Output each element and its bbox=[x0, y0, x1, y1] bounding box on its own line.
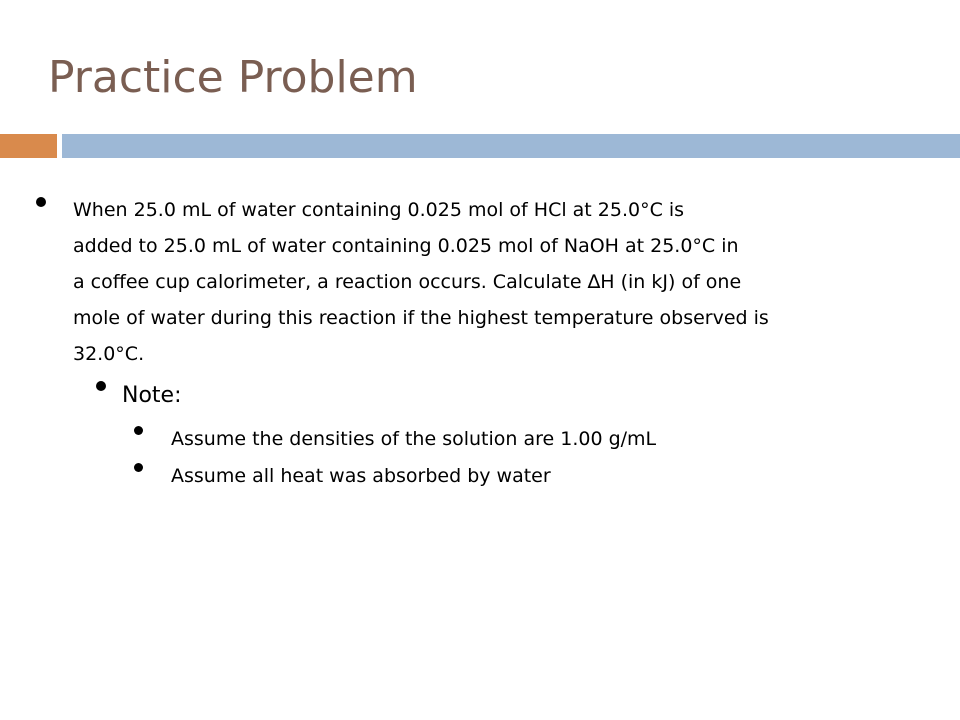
problem-line: added to 25.0 mL of water containing 0.025 mol of NaOH at 25.0°C in bbox=[73, 235, 739, 257]
problem-line: When 25.0 mL of water containing 0.025 mol of HCl at 25.0°C is bbox=[73, 199, 685, 221]
bullet-level3-icon bbox=[134, 463, 143, 472]
problem-line: a coffee cup calorimeter, a reaction occurs. Calculate ∆H (in kJ) of one bbox=[73, 271, 742, 293]
bullet-level2-icon bbox=[96, 381, 106, 391]
slide-title: Practice Problem bbox=[48, 52, 418, 103]
bullet-level3-icon bbox=[134, 426, 143, 435]
problem-line: 32.0°C. bbox=[73, 343, 145, 365]
note-label: Note: bbox=[122, 383, 182, 408]
note-item-heat: Assume all heat was absorbed by water bbox=[171, 465, 551, 487]
note-item-density: Assume the densities of the solution are 1.00 g/mL bbox=[171, 428, 657, 450]
problem-paragraph bbox=[73, 192, 933, 372]
bullet-level1-icon bbox=[36, 197, 46, 207]
problem-line: mole of water during this reaction if the highest temperature observed is bbox=[73, 307, 769, 329]
